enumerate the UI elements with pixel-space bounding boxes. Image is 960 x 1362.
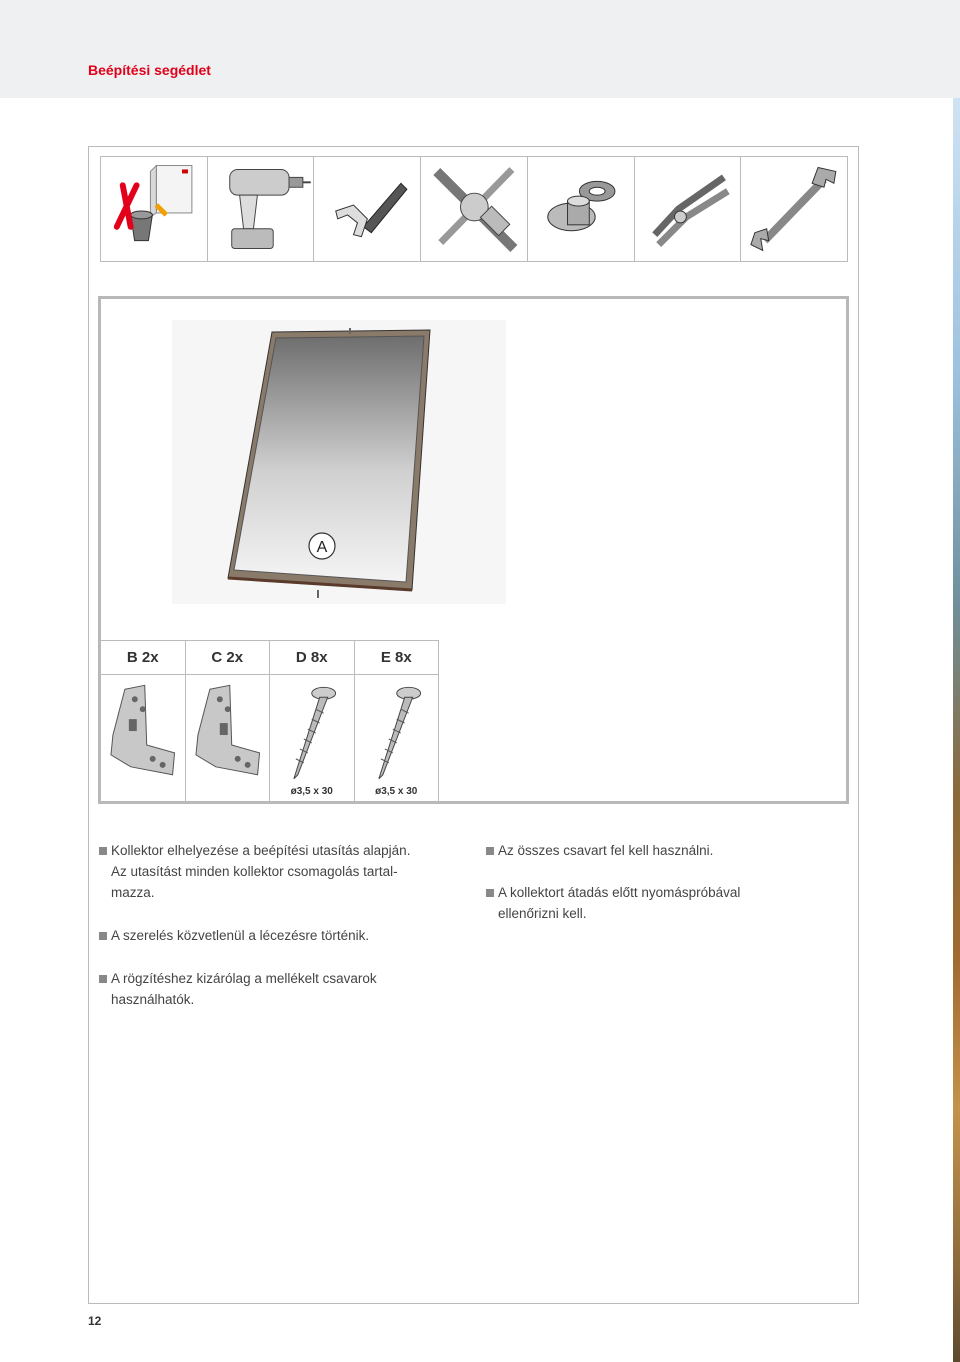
part-cell-e [355, 675, 439, 803]
parts-header-row [101, 641, 438, 675]
fitting-nut-icon [528, 157, 635, 261]
screw-icon [270, 675, 354, 803]
angle-bracket-icon [186, 675, 270, 803]
screw-icon [355, 675, 439, 803]
edge-photo-strip [953, 98, 960, 1362]
pliers-icon [635, 157, 742, 261]
part-cell-b [101, 675, 186, 803]
cordless-drill-icon [208, 157, 315, 261]
note-mounting [111, 925, 451, 946]
part-header-e: E 8x [380, 649, 412, 666]
part-cell-c [186, 675, 271, 803]
part-dim-d: ø3,5 x 30 [290, 786, 333, 797]
note-placement [111, 840, 451, 903]
note-line: Az összes csavart fel kell használni. [498, 843, 714, 858]
note-pressure-test [498, 882, 828, 924]
note-line: használhatók. [111, 992, 195, 1007]
hammer-icon [314, 157, 421, 261]
collector-illustration [172, 320, 506, 604]
angle-bracket-icon [101, 675, 185, 803]
note-line: A kollektort átadás előtt nyomáspróbával [498, 885, 741, 900]
note-line: mazza. [111, 885, 155, 900]
note-line: Az utasítást minden kollektor csomagolás tartal- [111, 864, 398, 879]
manual-discard-icon [101, 157, 208, 261]
note-line: Kollektor elhelyezése a beépítési utasítás alapján. [111, 843, 411, 858]
note-line: A rögzítéshez kizárólag a mellékelt csavarok [111, 971, 377, 986]
note-all-screws [498, 840, 828, 861]
header-band [0, 0, 960, 98]
pipe-cutter-icon [421, 157, 528, 261]
page-title: Beépítési segédlet [88, 62, 211, 78]
parts-table [100, 640, 439, 803]
bullet-square-icon [99, 847, 107, 855]
collector-label: A [316, 539, 328, 556]
part-cell-d [270, 675, 355, 803]
part-header-d: D 8x [270, 641, 355, 674]
bullet-square-icon [99, 932, 107, 940]
wrench-icon [741, 157, 847, 261]
page-number: 12 [88, 1314, 102, 1328]
note-line: ellenőrizni kell. [498, 906, 587, 921]
bullet-square-icon [99, 975, 107, 983]
part-dim-e: ø3,5 x 30 [375, 786, 418, 797]
note-line: A szerelés közvetlenül a lécezésre történik. [111, 928, 370, 943]
tools-row [100, 156, 848, 262]
bullet-square-icon [486, 889, 494, 897]
bullet-square-icon [486, 847, 494, 855]
part-header-c: C 2x [186, 641, 271, 674]
note-screws-only [111, 968, 451, 1010]
part-header-b: B 2x [101, 641, 186, 674]
parts-body-row [101, 675, 438, 803]
